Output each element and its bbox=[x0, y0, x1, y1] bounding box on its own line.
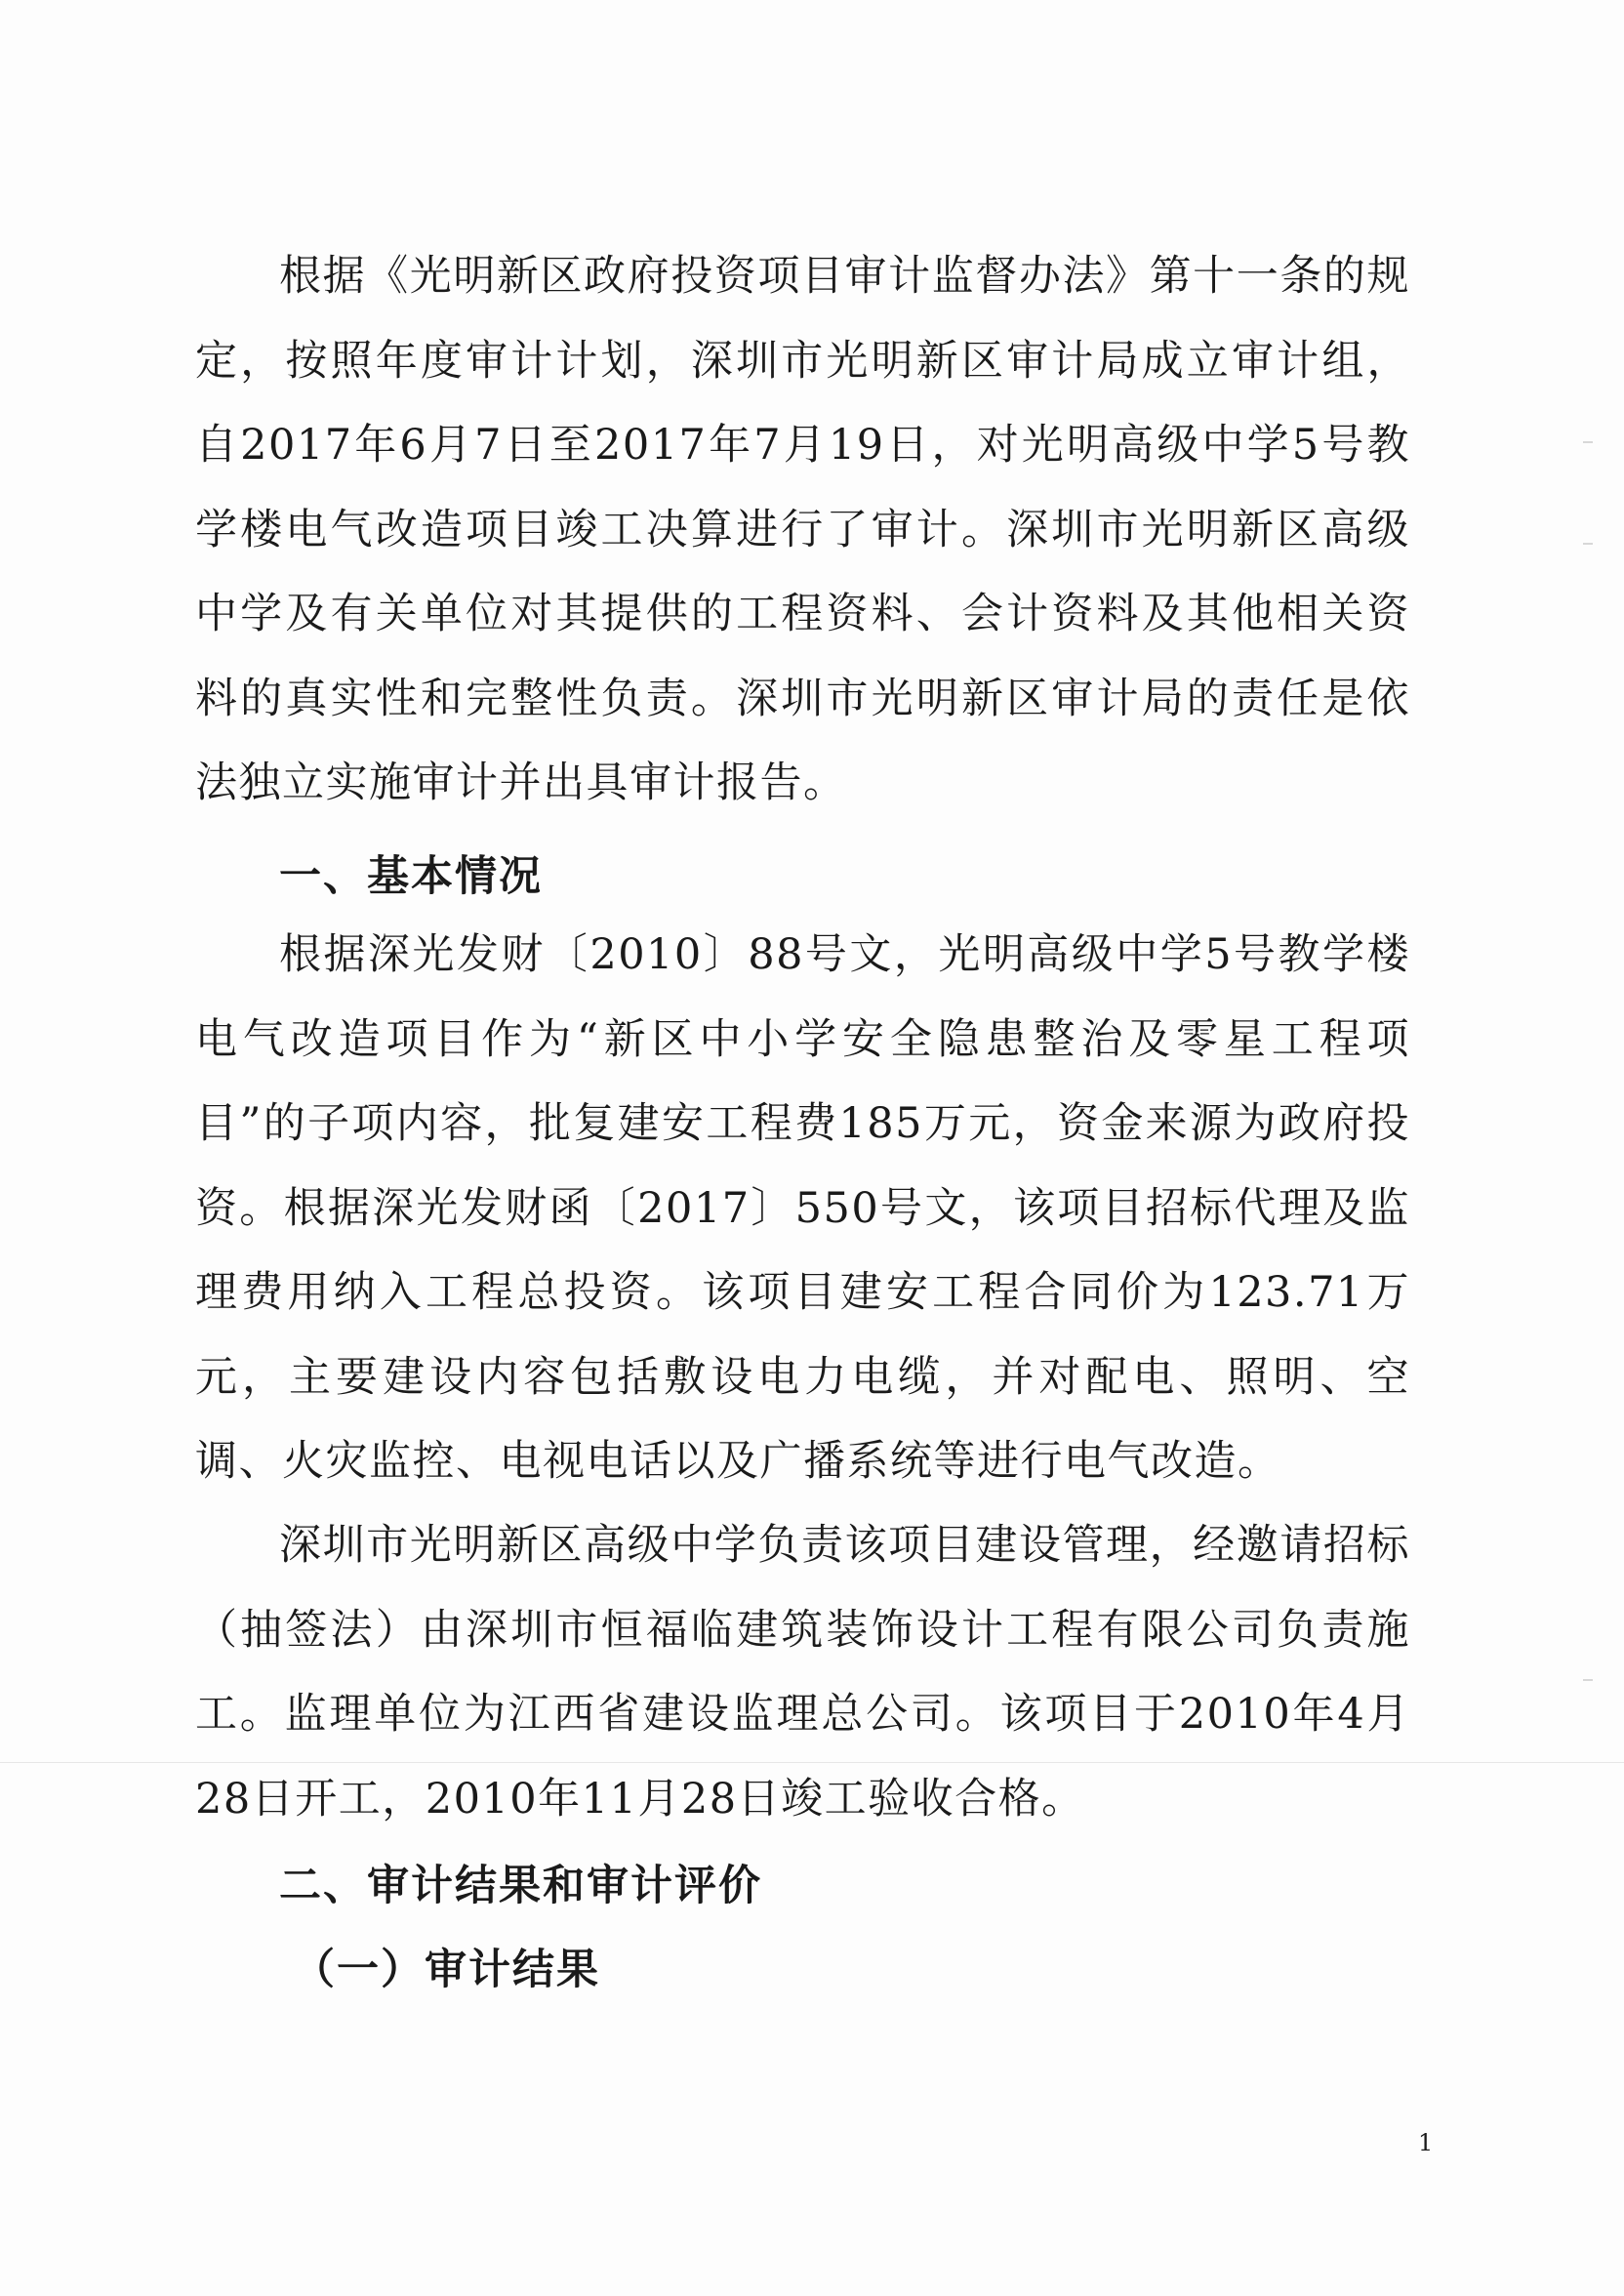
section-heading-audit-results: 二、审计结果和审计评价 bbox=[279, 1862, 762, 1910]
intro-paragraph: 根据《光明新区政府投资项目审计监督办法》第十一条的规定，按照年度审计计划，深圳市光明新区审计局成立审计组，自2017年6月7日至2017年7月19日，对光明高级中学5号教学楼电气改造项目竣工决算进行了审计。深圳市光明新区高级中学及有关单位对其提供的工程资料、会计资料及其他相关资料的真实性和完整性负责。深圳市光明新区审计局的责任是依法独立实施审计并出具审计报告。 bbox=[195, 252, 1410, 807]
subsection-heading-audit-result: （一）审计结果 bbox=[293, 1946, 600, 1994]
scan-artifact-line bbox=[0, 1762, 1624, 1763]
scan-edge-mark bbox=[1583, 441, 1593, 443]
basic-info-paragraph-2: 深圳市光明新区高级中学负责该项目建设管理，经邀请招标（抽签法）由深圳市恒福临建筑装饰设计工程有限公司负责施工。监理单位为江西省建设监理总公司。该项目于2010年4月28日开工，2010年11月28日竣工验收合格。 bbox=[195, 1521, 1410, 1824]
scan-edge-mark bbox=[1583, 1679, 1593, 1681]
section-heading-basic-info: 一、基本情况 bbox=[279, 852, 543, 901]
page-number: 1 bbox=[1418, 2129, 1434, 2156]
scan-edge-mark bbox=[1583, 543, 1593, 545]
basic-info-paragraph-1: 根据深光发财〔2010〕88号文，光明高级中学5号教学楼电气改造项目作为“新区中小学安全隐患整治及零星工程项目”的子项内容，批复建安工程费185万元，资金来源为政府投资。根据深光发财函〔2017〕550号文，该项目招标代理及监理费用纳入工程总投资。该项目建安工程合同价为123.71万元，主要建设内容包括敷设电力电缆，并对配电、照明、空调、火灾监控、电视电话以及广播系统等进行电气改造。 bbox=[195, 930, 1410, 1486]
